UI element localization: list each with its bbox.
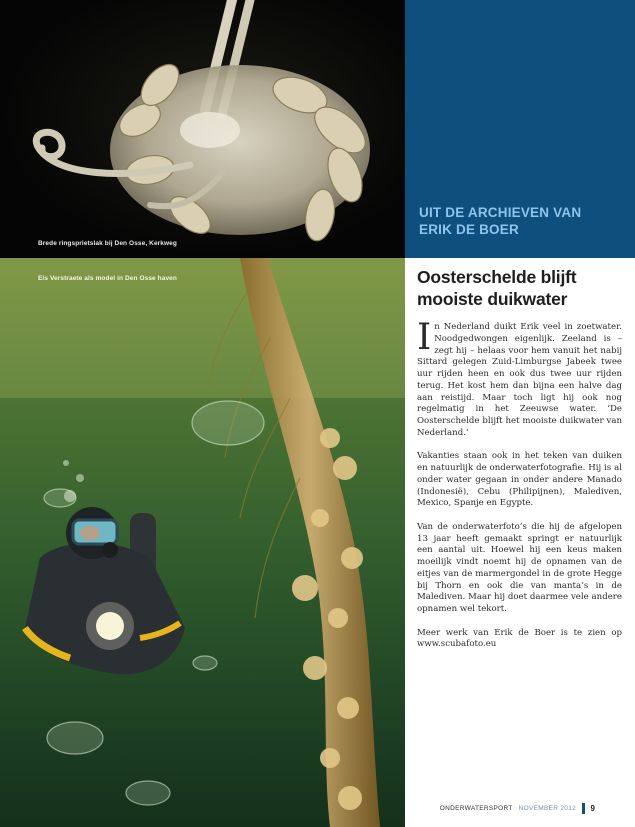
issue-date: NOVEMBER 2012 bbox=[518, 804, 577, 812]
paragraph-2: Vakanties staan ook in het teken van duiken en natuurlijk de onderwaterfotografie. Hij is al onder water gegaan in onder andere Manado (Indonesië), Cebu (Philipijnen), Malediven, Mexico, Spanje en Egypte. bbox=[417, 451, 622, 509]
magazine-name: ONDERWATERSPORT bbox=[439, 804, 513, 812]
section-kicker bbox=[419, 204, 624, 238]
drop-cap: I bbox=[417, 317, 432, 358]
article-headline bbox=[417, 266, 627, 310]
diver-illustration bbox=[0, 258, 405, 827]
kicker-line-1: UIT DE ARCHIEVEN VAN bbox=[419, 205, 582, 220]
footer-divider bbox=[582, 803, 585, 814]
paragraph-4: Meer werk van Erik de Boer is te zien op www.scubafoto.eu bbox=[417, 627, 622, 650]
paragraph-1-text: n Nederland duikt Erik veel in zoetwater. Noodgedwongen eigenlijk. Zeeland is – zegt hij – helaas voor hem vanuit het nabij Sittard gelegen Zuid-Limburgse Jabeek twee uur rijden heen en ook dus twee uur rijden terug. Het kost hem dan bijna een halve dag aan reistijd. Maar toch ligt hij ook nog regelmatig in het Zeeuwse water. ‘De Oosterschelde blijft het mooiste duikwater van Nederland.’ bbox=[417, 322, 622, 438]
headline-line-1: Oosterschelde blijft bbox=[417, 267, 577, 287]
paragraph-3: Van de onderwaterfoto’s die hij de afgelopen 13 jaar heeft gemaakt springt er natuurlijk een aantal uit. Hoewel hij een keus maken moeilijk vindt noemt hij de opnamen van de eitjes van de marmergondel in de grote Hegge bij Thorn en ook die van manta’s in de Malediven. Maar hij doet daarmee vele andere opnamen wel tekort. bbox=[417, 521, 622, 614]
header-band bbox=[405, 0, 635, 258]
bottom-photo-caption: Els Verstraete als model in Den Osse haven bbox=[38, 275, 177, 282]
headline-line-2: mooiste duikwater bbox=[417, 289, 568, 309]
page-footer bbox=[440, 802, 595, 814]
page-number: 9 bbox=[590, 803, 595, 813]
diver-photo bbox=[0, 258, 405, 827]
nudibranch-illustration bbox=[0, 0, 405, 258]
kicker-line-2: ERIK DE BOER bbox=[419, 222, 519, 237]
top-photo-caption: Brede ringsprietslak bij Den Osse, Kerkweg bbox=[38, 240, 177, 247]
nudibranch-photo bbox=[0, 0, 405, 258]
paragraph-1 bbox=[417, 317, 622, 440]
article-body bbox=[417, 317, 622, 663]
